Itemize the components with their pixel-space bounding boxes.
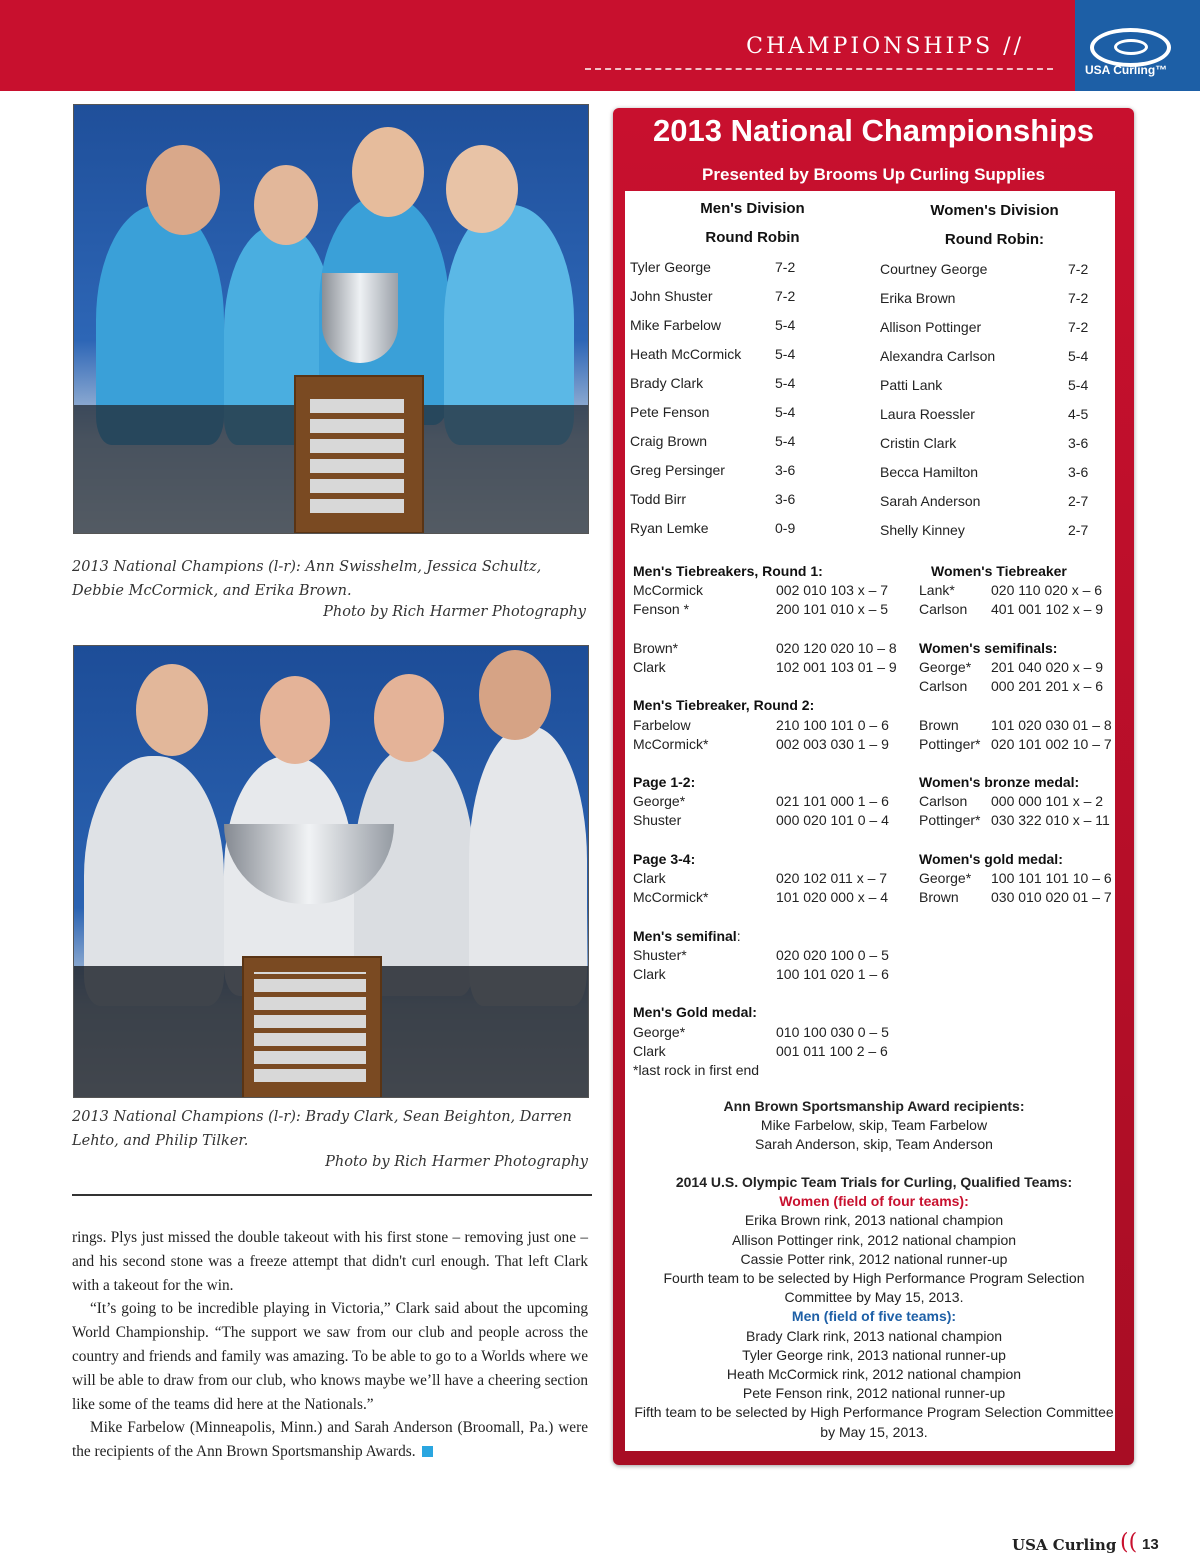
team-name: Laura Roessler [880, 406, 975, 422]
mens-gold-title: Men's Gold medal: [633, 1004, 757, 1021]
team-name: Tyler George [630, 259, 711, 275]
standings-row [880, 371, 1100, 400]
standings-row [880, 255, 1100, 284]
standings-row [630, 340, 850, 369]
mens-tiebreaker-1-title: Men's Tiebreakers, Round 1: [633, 563, 823, 579]
team-record: 5-4 [775, 317, 796, 333]
olympic-men-line: Pete Fenson rink, 2012 national runner-up [742, 1385, 1006, 1402]
standings-row [630, 253, 850, 282]
team-record: 3-6 [775, 491, 796, 507]
team-record: 7-2 [775, 259, 796, 275]
team-name: Craig Brown [630, 433, 708, 449]
team-name: Becca Hamilton [880, 464, 979, 480]
team-name: Cristin Clark [880, 435, 957, 451]
results-subtitle: Presented by Brooms Up Curling Supplies [702, 165, 1045, 184]
score-row: McCormick* 101 020 000 x – 4 [633, 889, 889, 906]
standings-row [880, 400, 1100, 429]
olympic-men-line: Tyler George rink, 2013 national runner-up [742, 1346, 1006, 1363]
team-record: 7-2 [1068, 261, 1089, 277]
standings-row [880, 487, 1100, 516]
section-title: CHAMPIONSHIPS // [746, 34, 1024, 59]
team-name: Alexandra Carlson [880, 348, 996, 364]
standings-row [630, 282, 850, 311]
team-record: 7-2 [775, 288, 796, 304]
women-photo-caption: 2013 National Champions (l-r): Ann Swisshelm, Jessica Schultz, Debbie McCormick, and Erika Brown. [72, 559, 542, 599]
olympic-women-line: Erika Brown rink, 2013 national champion [744, 1212, 1004, 1229]
team-record: 4-5 [1068, 406, 1089, 422]
team-record: 3-6 [775, 462, 796, 478]
olympic-women-line: Fourth team to be selected by High Performance Program Selection Committee by May 15, 2013. [663, 1270, 1085, 1306]
womens-round-robin-list [880, 255, 1100, 545]
mens-semifinal-title: Men's semifinal: [633, 927, 741, 944]
men-photo-credit: Photo by Rich Harmer Photography [325, 1154, 588, 1170]
team-record: 5-4 [1068, 348, 1089, 364]
team-name: Brady Clark [630, 375, 704, 391]
team-record: 5-4 [775, 433, 796, 449]
article-paragraph: rings. Plys just missed the double takeout with his first stone – removing just one – and his second stone was a freeze attempt that didn't curl enough. That left Clark with a takeout for the win. [72, 1229, 588, 1294]
team-name: Heath McCormick [630, 346, 742, 362]
women-photo-credit: Photo by Rich Harmer Photography [323, 604, 586, 620]
score-row: Lank* 020 110 020 x – 6 [919, 582, 1103, 599]
article-body [72, 1226, 588, 1464]
standings-row [630, 311, 850, 340]
curling-stone-icon [1090, 28, 1171, 67]
page-number: 13 [1142, 1536, 1159, 1553]
womens-round-robin-heading: Round Robin: [944, 231, 1045, 248]
olympic-men-line: Heath McCormick rink, 2012 national champion [726, 1366, 1022, 1383]
standings-row [880, 342, 1100, 371]
score-row: Farbelow 210 100 101 0 – 6 [633, 716, 889, 733]
score-row: Shuster 000 020 101 0 – 4 [633, 812, 889, 829]
olympic-women-line: Allison Pottinger rink, 2012 national champion [731, 1231, 1017, 1248]
results-title: 2013 National Championships [653, 113, 1094, 148]
standings-row [630, 485, 850, 514]
standings-row [630, 398, 850, 427]
womens-tiebreaker-title: Women's Tiebreaker [931, 563, 1067, 579]
team-name: Erika Brown [880, 290, 956, 306]
score-row: Pottinger* 030 322 010 x – 11 [919, 812, 1110, 829]
team-name: Ryan Lemke [630, 520, 709, 536]
team-name: Greg Persinger [630, 462, 725, 478]
score-row: Carlson 401 001 102 x – 9 [919, 601, 1104, 618]
womens-bronze-title: Women's bronze medal: [919, 774, 1080, 791]
photo-mens-champions [73, 645, 589, 1098]
score-row: Pottinger* 020 101 002 10 – 7 [919, 735, 1112, 752]
score-row: Carlson 000 201 201 x – 6 [919, 678, 1104, 695]
standings-row [880, 284, 1100, 313]
team-name: Mike Farbelow [630, 317, 722, 333]
team-record: 5-4 [1068, 377, 1089, 393]
photo-womens-champions [73, 104, 589, 534]
score-row: Clark 001 011 100 2 – 6 [633, 1042, 888, 1059]
mens-page34-title: Page 3-4: [633, 850, 696, 867]
team-record: 0-9 [775, 520, 796, 536]
sportsmanship-line: Mike Farbelow, skip, Team Farbelow [760, 1117, 988, 1134]
team-record: 5-4 [775, 346, 796, 362]
olympic-title: 2014 U.S. Olympic Team Trials for Curling, Qualified Teams: [675, 1174, 1073, 1190]
olympic-men-label: Men (field of five teams): [791, 1308, 957, 1325]
mens-tiebreaker-2-title: Men's Tiebreaker, Round 2: [633, 697, 815, 714]
score-row: Clark 100 101 020 1 – 6 [633, 966, 889, 983]
score-row: Brown 030 010 020 01 – 7 [919, 889, 1112, 906]
score-row: Clark 020 102 011 x – 7 [633, 870, 888, 887]
standings-row [880, 516, 1100, 545]
team-record: 5-4 [775, 375, 796, 391]
mens-round-robin-list [630, 253, 850, 543]
team-name: Todd Birr [630, 491, 687, 507]
team-name: Patti Lank [880, 377, 943, 393]
mens-page12-title: Page 1-2: [633, 774, 696, 791]
team-name: Shelly Kinney [880, 522, 965, 538]
team-name: Sarah Anderson [880, 493, 981, 509]
score-row: Clark 102 001 103 01 – 9 [633, 658, 897, 675]
score-row: Brown* 020 120 020 10 – 8 [633, 639, 897, 656]
team-record: 3-6 [1068, 435, 1089, 451]
team-record: 2-7 [1068, 522, 1089, 538]
team-record: 2-7 [1068, 493, 1089, 509]
standings-row [880, 313, 1100, 342]
olympic-men-line: Brady Clark rink, 2013 national champion [745, 1327, 1003, 1344]
header-dashed-rule [585, 68, 1053, 70]
score-row: George* 010 100 030 0 – 5 [633, 1023, 889, 1040]
article-paragraph: Mike Farbelow (Minneapolis, Minn.) and Sarah Anderson (Broomall, Pa.) were the recipients of the Ann Brown Sportsmanship Awards. [72, 1419, 588, 1461]
team-record: 7-2 [1068, 319, 1089, 335]
mens-division-heading: Men's Division [700, 200, 805, 217]
end-mark-icon [422, 1446, 433, 1457]
footer-brand: USA Curling [1012, 1536, 1117, 1554]
standings-row [630, 514, 850, 543]
last-rock-note: *last rock in first end [633, 1061, 760, 1078]
olympic-women-label: Women (field of four teams): [779, 1193, 969, 1210]
footer-parenthesis-icon: (( [1120, 1530, 1138, 1555]
logo-text: USA Curling™ [1085, 63, 1168, 77]
divider-rule [72, 1194, 592, 1196]
womens-semifinal-title: Women's semifinals: [919, 639, 1058, 656]
article-paragraph: “It’s going to be incredible playing in Victoria,” Clark said about the upcoming World Championship. “The support we saw from our club and people across the country and friends and family was amazing. To be able to go to a Worlds where we will be able to draw from our club, who knows maybe we’ll have a cheering section like some of the teams did here at the Nationals.” [72, 1300, 588, 1413]
olympic-trials [628, 1173, 1120, 1442]
olympic-men-line: Fifth team to be selected by High Performance Program Selection Committee by May 15, 2013. [634, 1404, 1114, 1440]
womens-division-heading: Women's Division [930, 202, 1059, 219]
standings-row [880, 429, 1100, 458]
team-name: Courtney George [880, 261, 988, 277]
standings-row [630, 427, 850, 456]
score-row: Shuster* 020 020 100 0 – 5 [633, 946, 889, 963]
team-record: 5-4 [775, 404, 796, 420]
score-row: George* 201 040 020 x – 9 [919, 658, 1104, 675]
mens-playoffs [633, 562, 913, 1080]
usa-curling-logo [1075, 0, 1200, 91]
men-photo-caption: 2013 National Champions (l-r): Brady Clark, Sean Beighton, Darren Lehto, and Philip Tilker. [72, 1109, 572, 1149]
team-name: Allison Pottinger [880, 319, 982, 335]
sportsmanship-title: Ann Brown Sportsmanship Award recipients: [723, 1098, 1025, 1114]
team-name: Pete Fenson [630, 404, 710, 420]
team-name: John Shuster [630, 288, 713, 304]
score-row: McCormick* 002 003 030 1 – 9 [633, 735, 889, 752]
score-row: George* 021 101 000 1 – 6 [633, 793, 889, 810]
womens-gold-title: Women's gold medal: [919, 850, 1063, 867]
score-row: Carlson 000 000 101 x – 2 [919, 793, 1104, 810]
score-row: Brown 101 020 030 01 – 8 [919, 716, 1112, 733]
score-row: Fenson * 200 101 010 x – 5 [633, 601, 889, 618]
standings-row [630, 369, 850, 398]
sportsmanship-awards [628, 1097, 1120, 1155]
score-row: McCormick 002 010 103 x – 7 [633, 582, 889, 599]
standings-row [880, 458, 1100, 487]
mens-round-robin-heading: Round Robin [705, 229, 800, 246]
olympic-women-line: Cassie Potter rink, 2012 national runner-up [740, 1250, 1008, 1267]
womens-playoffs [919, 562, 1119, 907]
score-row: George* 100 101 101 10 – 6 [919, 870, 1112, 887]
team-record: 7-2 [1068, 290, 1089, 306]
standings-row [630, 456, 850, 485]
sportsmanship-line: Sarah Anderson, skip, Team Anderson [755, 1136, 993, 1153]
team-record: 3-6 [1068, 464, 1089, 480]
